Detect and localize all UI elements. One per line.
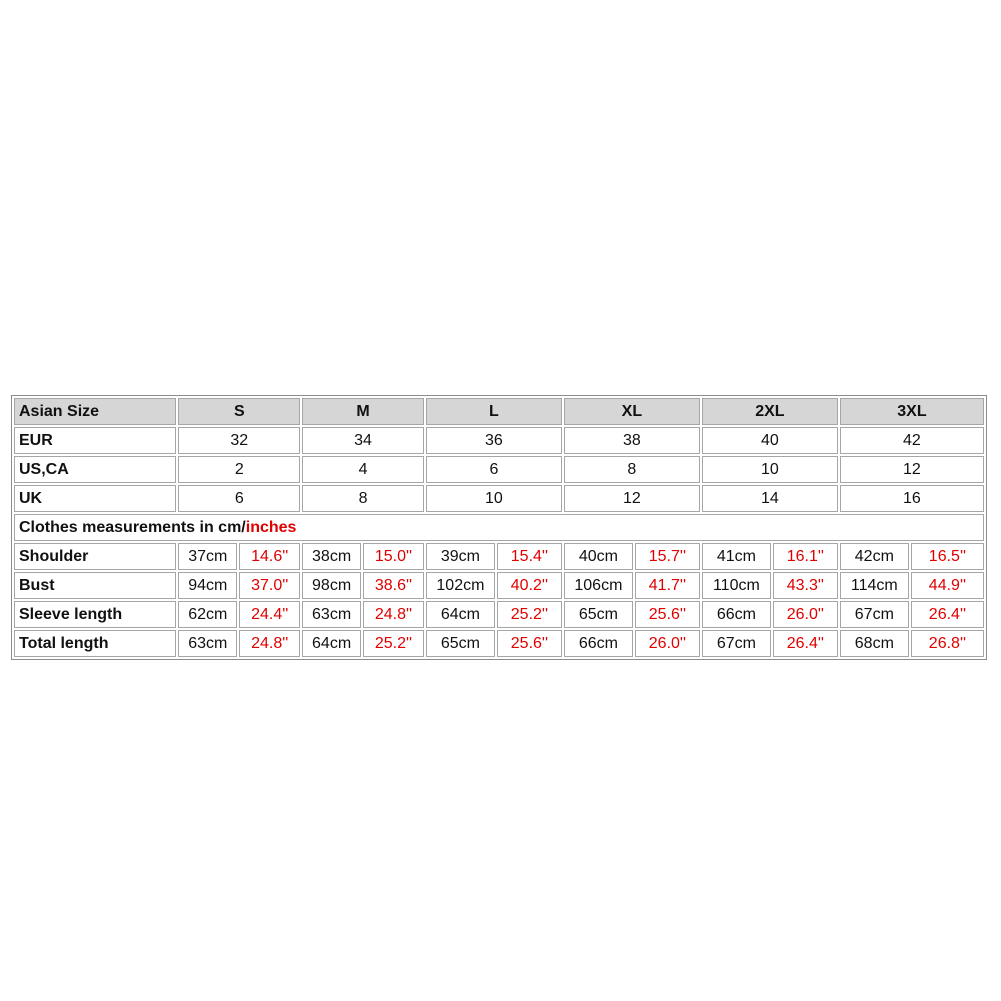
measurements-heading-unit: inches	[245, 518, 297, 536]
cm-cell: 68cm	[840, 630, 909, 657]
inch-cell: 24.8''	[363, 601, 424, 628]
row-label: US,CA	[14, 456, 176, 483]
cm-cell: 63cm	[178, 630, 237, 657]
cm-cell: 62cm	[178, 601, 237, 628]
size-header-xl: XL	[564, 398, 700, 425]
row-label: EUR	[14, 427, 176, 454]
table-cell: 8	[302, 485, 424, 512]
cm-cell: 42cm	[840, 543, 909, 570]
us-ca-row	[14, 456, 984, 483]
cm-cell: 39cm	[426, 543, 495, 570]
table-cell: 32	[178, 427, 300, 454]
inch-cell: 38.6''	[363, 572, 424, 599]
inch-cell: 16.5''	[911, 543, 984, 570]
inch-cell: 37.0''	[239, 572, 300, 599]
size-chart-table	[11, 395, 987, 660]
cm-cell: 102cm	[426, 572, 495, 599]
measurements-heading-prefix: Clothes measurements in cm/	[19, 518, 246, 536]
table-cell: 34	[302, 427, 424, 454]
inch-cell: 25.6''	[497, 630, 562, 657]
table-cell: 8	[564, 456, 700, 483]
cm-cell: 38cm	[302, 543, 361, 570]
cm-cell: 65cm	[564, 601, 633, 628]
inch-cell: 26.4''	[911, 601, 984, 628]
cm-cell: 94cm	[178, 572, 237, 599]
inch-cell: 26.8''	[911, 630, 984, 657]
table-cell: 6	[426, 456, 562, 483]
cm-cell: 110cm	[702, 572, 771, 599]
cm-cell: 37cm	[178, 543, 237, 570]
size-header-3xl: 3XL	[840, 398, 984, 425]
size-header-s: S	[178, 398, 300, 425]
sleeve-length-row	[14, 601, 984, 628]
row-label: Sleeve length	[14, 601, 176, 628]
inch-cell: 26.4''	[773, 630, 838, 657]
inch-cell: 44.9''	[911, 572, 984, 599]
inch-cell: 43.3''	[773, 572, 838, 599]
inch-cell: 26.0''	[773, 601, 838, 628]
cm-cell: 66cm	[702, 601, 771, 628]
cm-cell: 67cm	[840, 601, 909, 628]
inch-cell: 24.8''	[239, 630, 300, 657]
table-cell: 38	[564, 427, 700, 454]
measurements-heading	[14, 514, 984, 541]
inch-cell: 16.1''	[773, 543, 838, 570]
section-row	[14, 514, 984, 541]
cm-cell: 66cm	[564, 630, 633, 657]
size-header-2xl: 2XL	[702, 398, 838, 425]
asian-size-label: Asian Size	[14, 398, 176, 425]
inch-cell: 15.0''	[363, 543, 424, 570]
cm-cell: 64cm	[426, 601, 495, 628]
total-length-row	[14, 630, 984, 657]
inch-cell: 25.2''	[363, 630, 424, 657]
cm-cell: 65cm	[426, 630, 495, 657]
inch-cell: 24.4''	[239, 601, 300, 628]
inch-cell: 25.6''	[635, 601, 700, 628]
table-cell: 14	[702, 485, 838, 512]
table-cell: 16	[840, 485, 984, 512]
bust-row	[14, 572, 984, 599]
row-label: Total length	[14, 630, 176, 657]
inch-cell: 15.4''	[497, 543, 562, 570]
inch-cell: 26.0''	[635, 630, 700, 657]
row-label: Shoulder	[14, 543, 176, 570]
header-row	[14, 398, 984, 425]
cm-cell: 114cm	[840, 572, 909, 599]
table-cell: 4	[302, 456, 424, 483]
row-label: Bust	[14, 572, 176, 599]
cm-cell: 67cm	[702, 630, 771, 657]
eur-row	[14, 427, 984, 454]
cm-cell: 64cm	[302, 630, 361, 657]
uk-row	[14, 485, 984, 512]
table-cell: 2	[178, 456, 300, 483]
table-cell: 6	[178, 485, 300, 512]
shoulder-row	[14, 543, 984, 570]
cm-cell: 63cm	[302, 601, 361, 628]
table-cell: 10	[702, 456, 838, 483]
cm-cell: 98cm	[302, 572, 361, 599]
table-cell: 36	[426, 427, 562, 454]
table-cell: 40	[702, 427, 838, 454]
table-cell: 12	[840, 456, 984, 483]
table-cell: 10	[426, 485, 562, 512]
size-header-m: M	[302, 398, 424, 425]
inch-cell: 25.2''	[497, 601, 562, 628]
table-cell: 42	[840, 427, 984, 454]
inch-cell: 40.2''	[497, 572, 562, 599]
table-cell: 12	[564, 485, 700, 512]
inch-cell: 15.7''	[635, 543, 700, 570]
inch-cell: 41.7''	[635, 572, 700, 599]
cm-cell: 106cm	[564, 572, 633, 599]
row-label: UK	[14, 485, 176, 512]
cm-cell: 41cm	[702, 543, 771, 570]
inch-cell: 14.6''	[239, 543, 300, 570]
size-header-l: L	[426, 398, 562, 425]
cm-cell: 40cm	[564, 543, 633, 570]
